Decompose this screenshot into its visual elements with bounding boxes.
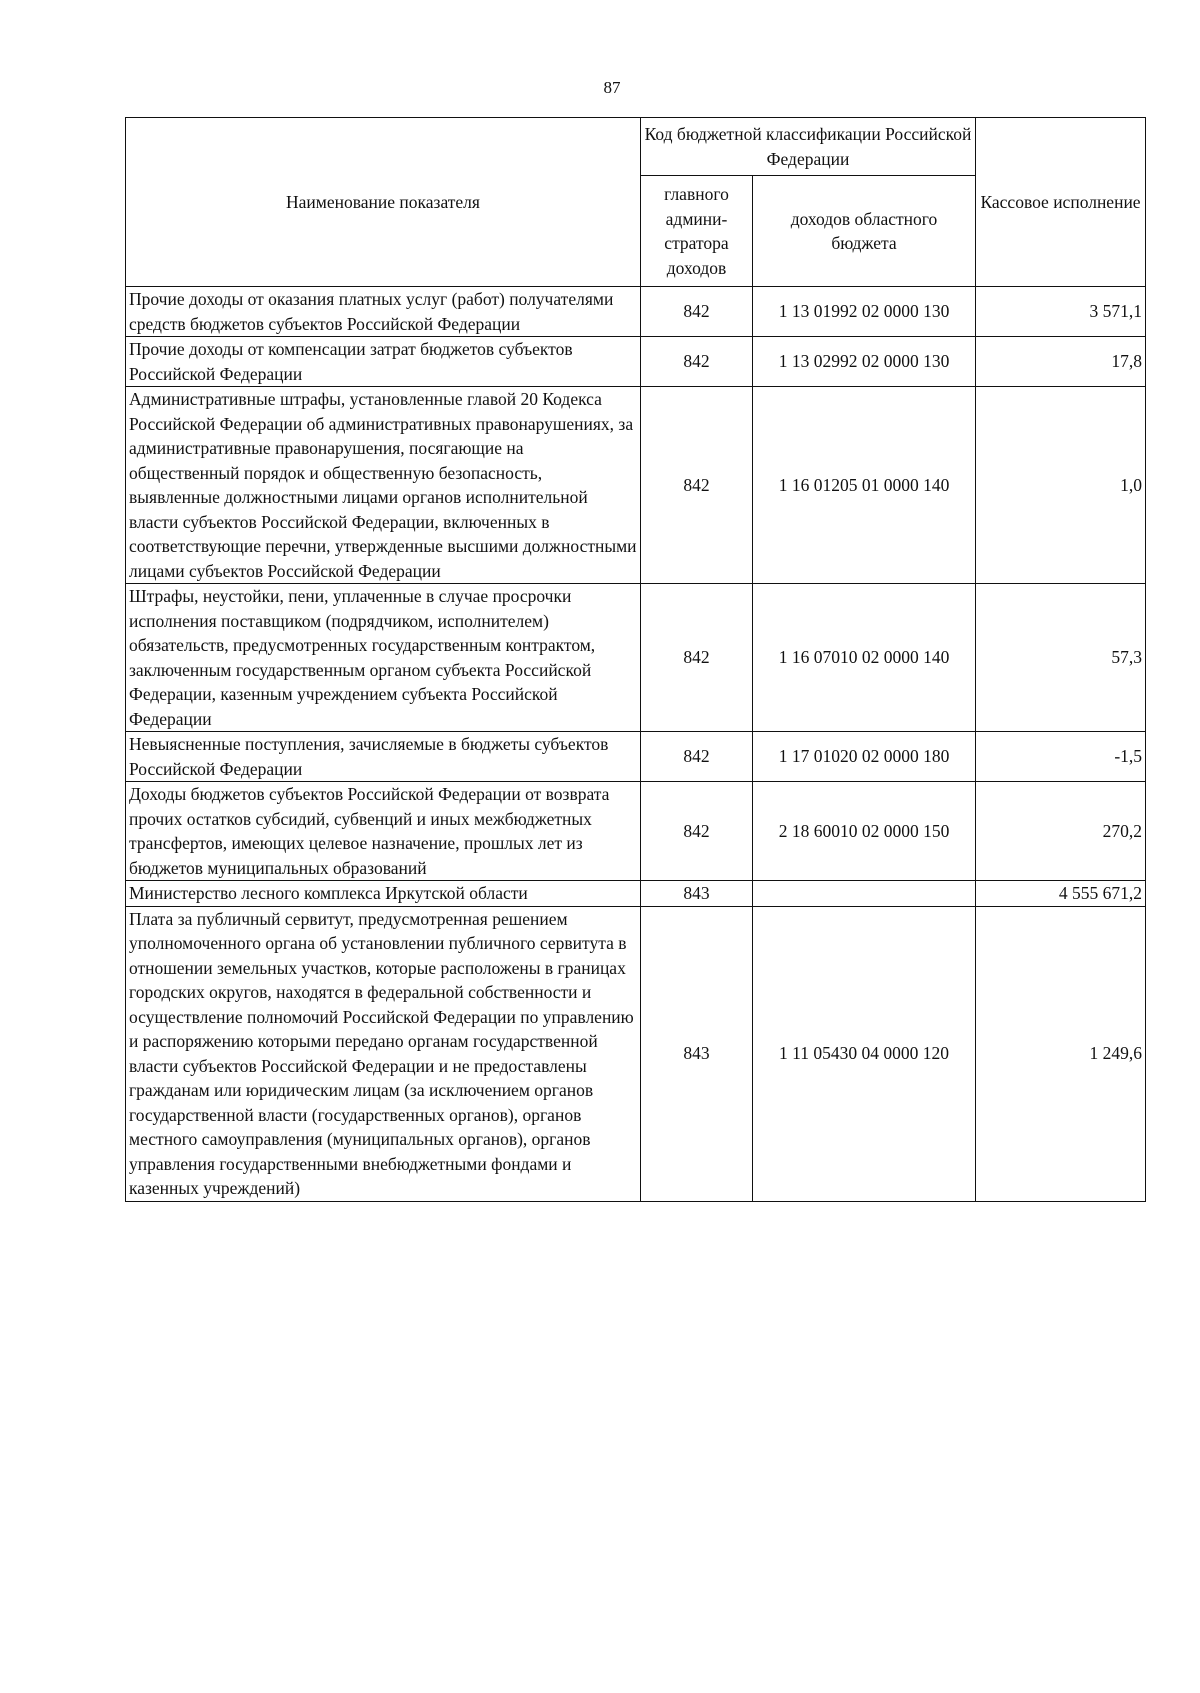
row-admin: 842 xyxy=(641,287,753,337)
row-code: 1 17 01020 02 0000 180 xyxy=(753,732,976,782)
budget-table xyxy=(125,117,1146,1202)
row-sum: 270,2 xyxy=(976,782,1146,881)
row-admin: 842 xyxy=(641,584,753,732)
table-row xyxy=(126,732,1146,782)
table-row xyxy=(126,387,1146,584)
row-admin: 843 xyxy=(641,881,753,907)
row-name: Штрафы, неустойки, пени, уплаченные в случае просрочки исполнения поставщиком (подрядчиком, исполнителем) обязательств, предусмотренных государственным контрактом, заключенным государственным органом субъекта Российской Федерации, казенным учреждением субъекта Российской Федерации xyxy=(126,584,641,732)
row-code xyxy=(753,881,976,907)
row-sum: 17,8 xyxy=(976,337,1146,387)
row-admin: 842 xyxy=(641,337,753,387)
header-sum: Кассовое исполнение xyxy=(976,118,1146,287)
row-code: 1 16 01205 01 0000 140 xyxy=(753,387,976,584)
header-admin: главного админи-стратора доходов xyxy=(641,176,753,287)
row-name: Прочие доходы от оказания платных услуг (работ) получателями средств бюджетов субъектов Российской Федерации xyxy=(126,287,641,337)
table-row-ministry xyxy=(126,881,1146,907)
row-name: Административные штрафы, установленные главой 20 Кодекса Российской Федерации об административных правонарушениях, за административные правонарушения, посягающие на общественный порядок и общественную безопасность, выявленные должностными лицами органов исполнительной власти субъектов Российской Федерации, включенных в соответствующие перечни, утвержденные высшими должностными лицами субъектов Российской Федерации xyxy=(126,387,641,584)
row-sum: 3 571,1 xyxy=(976,287,1146,337)
row-code: 1 16 07010 02 0000 140 xyxy=(753,584,976,732)
row-sum: 57,3 xyxy=(976,584,1146,732)
table-row xyxy=(126,584,1146,732)
table-row xyxy=(126,337,1146,387)
row-code: 1 11 05430 04 0000 120 xyxy=(753,906,976,1201)
row-code: 1 13 01992 02 0000 130 xyxy=(753,287,976,337)
table-row xyxy=(126,287,1146,337)
row-code: 1 13 02992 02 0000 130 xyxy=(753,337,976,387)
header-name: Наименование показателя xyxy=(126,118,641,287)
header-code: доходов областного бюджета xyxy=(753,176,976,287)
row-name: Доходы бюджетов субъектов Российской Федерации от возврата прочих остатков субсидий, субвенций и иных межбюджетных трансфертов, имеющих целевое назначение, прошлых лет из бюджетов муниципальных образований xyxy=(126,782,641,881)
row-admin: 842 xyxy=(641,732,753,782)
page-number: 87 xyxy=(603,78,621,97)
row-admin: 842 xyxy=(641,387,753,584)
header-code-group: Код бюджетной классификации Российской Федерации xyxy=(641,118,976,176)
row-name: Плата за публичный сервитут, предусмотренная решением уполномоченного органа об установлении публичного сервитута в отношении земельных участков, которые расположены в границах городских округов, находятся в федеральной собственности и осуществление полномочий Российской Федерации по управлению и распоряжению которыми передано органам государственной власти субъектов Российской Федерации и не предоставлены гражданам или юридическим лицам (за исключением органов государственной власти (государственных органов), органов местного самоуправления (муниципальных органов), органов управления государственными внебюджетными фондами и казенных учреждений) xyxy=(126,906,641,1201)
row-sum: 1,0 xyxy=(976,387,1146,584)
row-admin: 842 xyxy=(641,782,753,881)
row-name: Министерство лесного комплекса Иркутской области xyxy=(126,881,641,907)
row-admin: 843 xyxy=(641,906,753,1201)
row-name: Невыясненные поступления, зачисляемые в бюджеты субъектов Российской Федерации xyxy=(126,732,641,782)
row-name: Прочие доходы от компенсации затрат бюджетов субъектов Российской Федерации xyxy=(126,337,641,387)
row-sum: 4 555 671,2 xyxy=(976,881,1146,907)
table-row xyxy=(126,782,1146,881)
row-sum: -1,5 xyxy=(976,732,1146,782)
row-sum: 1 249,6 xyxy=(976,906,1146,1201)
row-code: 2 18 60010 02 0000 150 xyxy=(753,782,976,881)
table-row xyxy=(126,906,1146,1201)
